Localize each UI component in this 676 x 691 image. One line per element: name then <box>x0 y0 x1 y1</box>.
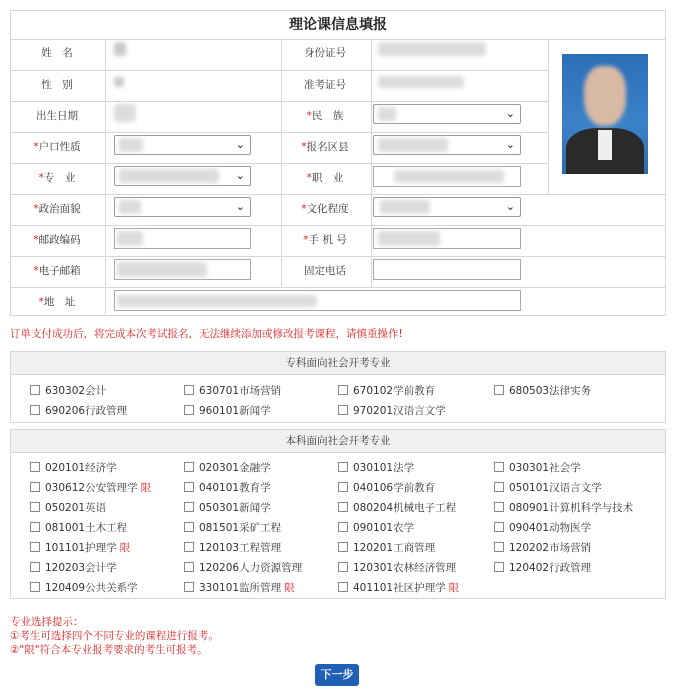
major-option[interactable] <box>184 480 271 495</box>
major-option-label: 330101监所管理 <box>199 582 282 594</box>
major-option-label: 120402行政管理 <box>509 562 592 574</box>
birth-date-value-redacted <box>114 104 136 122</box>
major-option-label: 080901计算机科学与技术 <box>509 502 634 514</box>
major-value-redacted <box>119 169 219 183</box>
tips-line-2: ②"限"符合本专业报考要求的考生可报考。 <box>10 644 208 656</box>
gender-value-redacted <box>114 77 124 87</box>
major-option-label: 020101经济学 <box>45 462 117 474</box>
occupation-value-redacted <box>394 170 504 183</box>
major-option-label: 670102学前教育 <box>353 385 436 397</box>
major-checkbox[interactable] <box>30 522 40 532</box>
major-option[interactable] <box>184 460 271 475</box>
major-option[interactable] <box>30 500 106 515</box>
major-option-label: 970201汉语言文学 <box>353 405 446 417</box>
postcode-field[interactable] <box>114 228 251 249</box>
limit-badge: 限 <box>448 582 460 594</box>
major-checkbox[interactable] <box>338 542 348 552</box>
row-divider <box>11 194 665 195</box>
major-option-label: 040101教育学 <box>199 482 271 494</box>
chevron-down-icon: ⌄ <box>505 107 515 120</box>
address-field[interactable] <box>114 290 521 311</box>
major-option-label: 120203会计学 <box>45 562 117 574</box>
col-divider <box>105 39 106 315</box>
education-select[interactable] <box>373 197 521 217</box>
major-option[interactable] <box>338 560 456 575</box>
major-option[interactable] <box>494 520 591 535</box>
major-checkbox[interactable] <box>494 522 504 532</box>
major-checkbox[interactable] <box>494 482 504 492</box>
major-option-label: 680503法律实务 <box>509 385 592 397</box>
hukou-select[interactable] <box>114 135 251 155</box>
major-checkbox[interactable] <box>184 385 194 395</box>
applicant-photo <box>562 54 648 174</box>
major-checkbox[interactable] <box>494 562 504 572</box>
admission-number-value-redacted <box>378 76 464 88</box>
major-checkbox[interactable] <box>184 502 194 512</box>
major-option[interactable] <box>338 480 435 495</box>
major-option[interactable] <box>30 383 106 398</box>
major-option[interactable] <box>338 520 414 535</box>
region-value-redacted <box>378 138 448 152</box>
major-option[interactable] <box>184 540 281 555</box>
row-divider <box>11 70 548 71</box>
major-option-label: 120103工程管理 <box>199 542 282 554</box>
major-option[interactable] <box>338 540 435 555</box>
label-email: *电子邮箱 <box>33 265 81 277</box>
major-option[interactable] <box>30 540 130 555</box>
major-option[interactable] <box>30 580 138 595</box>
phone-field[interactable] <box>373 259 521 280</box>
label-occupation: *职 业 <box>306 172 344 184</box>
major-option[interactable] <box>184 560 302 575</box>
row-divider <box>11 287 665 288</box>
major-option[interactable] <box>494 460 581 475</box>
major-option-label: 050301新闻学 <box>199 502 271 514</box>
row-divider <box>11 132 548 133</box>
major-checkbox[interactable] <box>338 482 348 492</box>
major-option-label: 120201工商管理 <box>353 542 436 554</box>
limit-badge: 限 <box>140 482 152 494</box>
major-option-label: 120202市场营销 <box>509 542 592 554</box>
major-checkbox[interactable] <box>184 522 194 532</box>
major-option-label: 630701市场营销 <box>199 385 282 397</box>
major-checkbox[interactable] <box>494 542 504 552</box>
major-checkbox[interactable] <box>184 562 194 572</box>
row-divider <box>11 101 548 102</box>
email-field[interactable] <box>114 259 251 280</box>
major-option-label: 120409公共关系学 <box>45 582 138 594</box>
major-checkbox[interactable] <box>30 502 40 512</box>
major-option-label: 960101新闻学 <box>199 405 271 417</box>
major-option[interactable] <box>494 540 591 555</box>
ethnicity-value-redacted <box>378 107 396 121</box>
major-checkbox[interactable] <box>338 562 348 572</box>
major-checkbox[interactable] <box>494 385 504 395</box>
political-value-redacted <box>119 200 141 214</box>
email-value-redacted <box>117 262 207 277</box>
major-option[interactable] <box>30 460 117 475</box>
next-step-button[interactable]: 下一步 <box>315 664 359 686</box>
postcode-value-redacted <box>117 231 143 246</box>
label-hukou: *户口性质 <box>33 141 81 153</box>
ethnicity-select[interactable] <box>373 104 521 124</box>
major-option[interactable] <box>494 383 591 398</box>
major-checkbox[interactable] <box>184 542 194 552</box>
major-checkbox[interactable] <box>30 462 40 472</box>
major-checkbox[interactable] <box>494 502 504 512</box>
major-checkbox[interactable] <box>184 405 194 415</box>
label-major: *专 业 <box>38 172 76 184</box>
row-divider <box>11 225 665 226</box>
label-name: 姓 名 <box>41 47 73 59</box>
col-divider <box>548 39 549 194</box>
label-address: *地 址 <box>38 296 76 308</box>
label-postcode: *邮政编码 <box>33 234 81 246</box>
payment-warning: 订单支付成功后，将完成本次考试报名，无法继续添加或修改报考课程，请慎重操作! <box>10 328 403 340</box>
major-checkbox[interactable] <box>338 522 348 532</box>
major-option[interactable] <box>494 560 591 575</box>
major-option[interactable] <box>30 403 127 418</box>
major-option-label: 090401动物医学 <box>509 522 592 534</box>
major-checkbox[interactable] <box>184 482 194 492</box>
major-checkbox[interactable] <box>30 582 40 592</box>
row-divider <box>11 163 548 164</box>
label-gender: 性 别 <box>41 79 73 91</box>
major-option-label: 040106学前教育 <box>353 482 436 494</box>
major-option[interactable] <box>184 580 295 595</box>
major-checkbox[interactable] <box>338 462 348 472</box>
label-region: *报名区县 <box>301 141 349 153</box>
chevron-down-icon: ⌄ <box>505 200 515 213</box>
chevron-down-icon: ⌄ <box>505 138 515 151</box>
major-checkbox[interactable] <box>30 405 40 415</box>
major-option-label: 050101汉语言文学 <box>509 482 602 494</box>
major-option-label: 120301农林经济管理 <box>353 562 457 574</box>
label-admission-number: 准考证号 <box>304 79 346 91</box>
name-value-redacted <box>114 42 126 56</box>
region-select[interactable] <box>373 135 521 155</box>
major-checkbox[interactable] <box>30 542 40 552</box>
major-option-label: 030612公安管理学 <box>45 482 138 494</box>
major-option-label: 630302会计 <box>45 385 107 397</box>
major-option-label: 690206行政管理 <box>45 405 128 417</box>
major-checkbox[interactable] <box>184 582 194 592</box>
major-option-label: 030101法学 <box>353 462 415 474</box>
major-option-label: 080204机械电子工程 <box>353 502 457 514</box>
major-checkbox[interactable] <box>338 582 348 592</box>
chevron-down-icon: ⌄ <box>235 138 245 151</box>
major-option[interactable] <box>30 560 117 575</box>
major-checkbox[interactable] <box>494 462 504 472</box>
major-option[interactable] <box>338 383 435 398</box>
major-option[interactable] <box>338 500 456 515</box>
major-checkbox[interactable] <box>338 405 348 415</box>
mobile-field[interactable] <box>373 228 521 249</box>
major-checkbox[interactable] <box>184 462 194 472</box>
major-checkbox[interactable] <box>30 385 40 395</box>
chevron-down-icon: ⌄ <box>235 200 245 213</box>
label-mobile: *手 机 号 <box>303 234 347 246</box>
label-phone: 固定电话 <box>304 265 346 277</box>
chevron-down-icon: ⌄ <box>235 169 245 182</box>
major-option[interactable] <box>30 480 151 495</box>
mobile-value-redacted <box>378 231 440 246</box>
major-option[interactable] <box>494 500 633 515</box>
major-option[interactable] <box>494 480 602 495</box>
education-value-redacted <box>380 200 430 214</box>
major-option-label: 401101社区护理学 <box>353 582 446 594</box>
major-option-label: 081501采矿工程 <box>199 522 282 534</box>
major-option-label: 020301金融学 <box>199 462 271 474</box>
major-option[interactable] <box>338 460 414 475</box>
occupation-field[interactable] <box>373 166 521 187</box>
bachelor-majors-header: 本科面向社会开考专业 <box>11 430 665 453</box>
major-option-label: 081001土木工程 <box>45 522 128 534</box>
label-political: *政治面貌 <box>33 203 81 215</box>
hukou-value-redacted <box>119 138 143 152</box>
label-education: *文化程度 <box>301 203 349 215</box>
id-number-value-redacted <box>378 42 486 56</box>
major-option[interactable] <box>338 580 459 595</box>
major-option-label: 030301社会学 <box>509 462 581 474</box>
tips-title: 专业选择提示： <box>10 616 84 628</box>
political-select[interactable] <box>114 197 251 217</box>
label-ethnicity: *民 族 <box>306 110 344 122</box>
major-option-label: 120206人力资源管理 <box>199 562 303 574</box>
major-option-label: 090101农学 <box>353 522 415 534</box>
major-option[interactable] <box>184 383 281 398</box>
major-option[interactable] <box>184 520 281 535</box>
major-select[interactable] <box>114 166 251 186</box>
major-option-label: 050201英语 <box>45 502 107 514</box>
limit-badge: 限 <box>284 582 295 594</box>
major-checkbox[interactable] <box>30 562 40 572</box>
major-checkbox[interactable] <box>338 385 348 395</box>
address-value-redacted <box>117 295 317 307</box>
major-option-label: 101101护理学 <box>45 542 117 554</box>
tips-line-1: ①考生可选择四个不同专业的课程进行报考。 <box>10 630 219 642</box>
major-checkbox[interactable] <box>30 482 40 492</box>
major-option[interactable] <box>338 403 446 418</box>
major-checkbox[interactable] <box>338 502 348 512</box>
label-id-number: 身份证号 <box>304 47 346 59</box>
col-divider <box>371 39 372 287</box>
major-option[interactable] <box>30 520 127 535</box>
major-option[interactable] <box>184 500 271 515</box>
limit-badge: 限 <box>119 542 131 554</box>
junior-majors-header: 专科面向社会开考专业 <box>11 352 665 375</box>
major-option[interactable] <box>184 403 271 418</box>
label-birth-date: 出生日期 <box>36 110 78 122</box>
form-title: 理论课信息填报 <box>11 11 665 40</box>
row-divider <box>11 256 665 257</box>
